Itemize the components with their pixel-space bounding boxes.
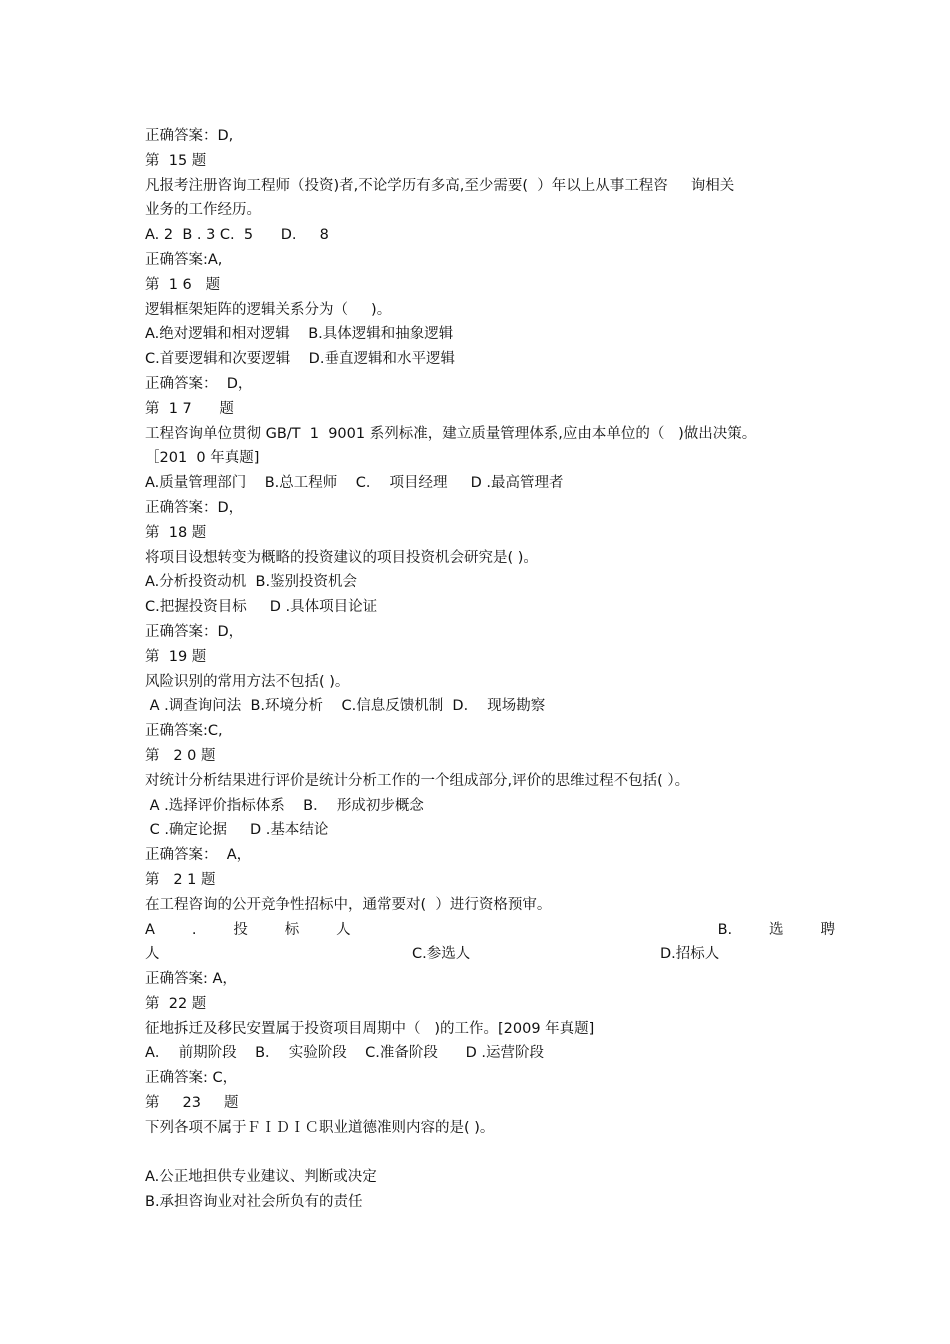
question-20-options-cd: C .确定论据 D .基本结论 (145, 822, 329, 839)
option-fragment: 标 (284, 921, 300, 938)
question-18-text: 将项目设想转变为概略的投资建议的项目投资机会研究是( )。 (145, 549, 538, 566)
question-17-options: A.质量管理部门 B.总工程师 C． 项目经理 D .最高管理者 (145, 475, 564, 492)
answer-16: 正确答案： D， (145, 375, 253, 392)
question-15-text-cont: 业务的工作经历。 (145, 202, 261, 219)
question-18-options-cd: C.把握投资目标 D .具体项目论证 (145, 599, 378, 616)
blank-line (145, 1141, 835, 1166)
question-21-options-row1 (145, 918, 835, 943)
question-16-text: 逻辑框架矩阵的逻辑关系分为（ )。 (145, 301, 392, 318)
question-20-text: 对统计分析结果进行评价是统计分析工作的一个组成部分,评价的思维过程不包括( ）。 (145, 772, 690, 789)
question-22-options: A． 前期阶段 B． 实验阶段 C.准备阶段 D .运营阶段 (145, 1045, 544, 1062)
answer-14: 正确答案：D, (145, 128, 234, 144)
answer-18: 正确答案：D， (145, 623, 244, 640)
question-17-number: 第 1 7 题 (145, 400, 234, 417)
question-17-year: ［201 0 年真题] (145, 450, 260, 467)
option-fragment: . (191, 921, 197, 938)
option-fragment: 人 (336, 921, 351, 938)
answer-17: 正确答案：D， (145, 499, 244, 516)
question-18-options-ab: A.分析投资动机 B.鉴别投资机会 (145, 574, 358, 591)
question-23-number: 第 23 题 (145, 1095, 239, 1112)
option-fragment: 选 (769, 921, 784, 938)
question-16-options-ab: A.绝对逻辑和相对逻辑 B.具体逻辑和抽象逻辑 (145, 326, 454, 343)
question-18-number: 第 18 题 (145, 524, 207, 541)
question-23-text: 下列各项不属于ＦＩＤＩＣ职业道德准则内容的是( )。 (145, 1119, 495, 1136)
question-15-options: A. 2 B . 3 C. 5 D. 8 (145, 227, 329, 244)
question-20-number: 第 2 0 题 (145, 747, 216, 764)
option-fragment: A (145, 921, 155, 938)
document-page (145, 124, 835, 1215)
answer-22: 正确答案: C， (145, 1070, 238, 1087)
question-22-text: 征地拆迁及移民安置属于投资项目周期中（ )的工作。[2009 年真题] (145, 1020, 595, 1037)
option-fragment: 人 (145, 946, 160, 963)
option-fragment: 聘 (820, 921, 835, 938)
option-c: C.参选人 (412, 946, 471, 963)
question-20-options-ab: A .选择评价指标体系 B． 形成初步概念 (145, 797, 424, 814)
answer-15: 正确答案:A, (145, 251, 223, 268)
question-23-option-a: A.公正地担供专业建议、判断或决定 (145, 1169, 377, 1186)
question-15-text: 凡报考注册咨询工程师（投资)者,不论学历有多高,至少需要( ）年以上从事工程咨 询相关 (145, 177, 735, 194)
question-17-text: 工程咨询单位贯彻 GB/T 1 9001 系列标准，建立质量管理体系,应由本单位的（ )做出决策。 (145, 425, 757, 442)
question-22-number: 第 22 题 (145, 995, 207, 1012)
question-21-options-row2 (145, 942, 835, 967)
option-d: D.招标人 (660, 946, 720, 963)
question-21-text: 在工程咨询的公开竞争性招标中，通常要对( ）进行资格预审。 (145, 896, 552, 913)
answer-21: 正确答案: A， (145, 971, 237, 988)
answer-19: 正确答案:C, (145, 723, 223, 740)
option-fragment: B. (717, 921, 733, 938)
question-23-option-b: B.承担咨询业对社会所负有的责任 (145, 1194, 363, 1211)
answer-20: 正确答案： A， (145, 847, 252, 864)
option-fragment: 投 (233, 921, 248, 938)
question-19-number: 第 19 题 (145, 648, 207, 665)
question-19-text: 风险识别的常用方法不包括( )。 (145, 673, 350, 690)
question-16-number: 第 1 6 题 (145, 276, 221, 293)
question-19-options: A .调查询问法 B.环境分析 C.信息反馈机制 D． 现场勘察 (145, 698, 546, 715)
question-21-number: 第 2 1 题 (145, 871, 216, 888)
question-16-options-cd: C.首要逻辑和次要逻辑 D.垂直逻辑和水平逻辑 (145, 351, 455, 368)
question-15-number: 第 15 题 (145, 152, 207, 169)
